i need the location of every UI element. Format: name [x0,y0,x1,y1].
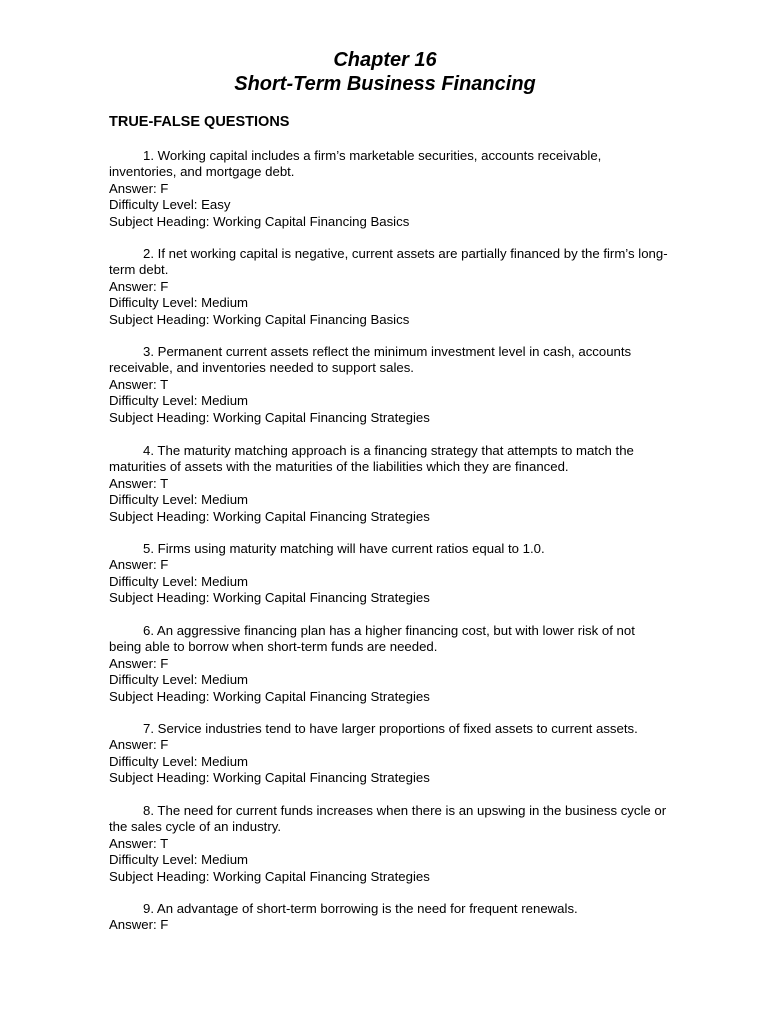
question-text: 3. Permanent current assets reflect the minimum investment level in cash, accounts receivable, and inventories needed to support sales. [109,344,632,376]
question-text: 8. The need for current funds increases when there is an upswing in the business cycle or the sales cycle of an industry. [109,803,667,835]
question-item [109,148,669,230]
subject-line: Subject Heading: Working Capital Financing Basics [109,311,410,327]
question-text: 4. The maturity matching approach is a financing strategy that attempts to match the maturities of assets with the maturities of the liabilities which they are financed. [109,443,634,475]
subject-line: Subject Heading: Working Capital Financing Strategies [109,409,430,425]
question-text: 1. Working capital includes a firm’s marketable securities, accounts receivable, inventories, and mortgage debt. [109,148,602,180]
chapter-title: Short-Term Business Financing [234,73,536,95]
question-item [109,623,669,705]
difficulty-line: Difficulty Level: Easy [109,197,231,213]
question-item [109,541,669,607]
difficulty-line: Difficulty Level: Medium [109,753,249,769]
question-item [109,443,669,525]
subject-line: Subject Heading: Working Capital Financing Strategies [109,688,430,704]
answer-line: Answer: F [109,180,169,196]
difficulty-line: Difficulty Level: Medium [109,573,249,589]
question-item [109,344,669,426]
answer-line: Answer: F [109,737,169,753]
difficulty-line: Difficulty Level: Medium [109,672,249,688]
question-text: 9. An advantage of short-term borrowing is the need for frequent renewals. [143,901,578,916]
question-item [109,246,669,328]
question-text: 5. Firms using maturity matching will have current ratios equal to 1.0. [143,541,545,556]
question-item [109,901,669,934]
question-text: 7. Service industries tend to have larger proportions of fixed assets to current assets. [143,721,638,736]
subject-line: Subject Heading: Working Capital Financing Strategies [109,508,430,524]
answer-line: Answer: T [109,835,169,851]
section-heading: TRUE-FALSE QUESTIONS [109,114,290,130]
subject-line: Subject Heading: Working Capital Financing Strategies [109,868,430,884]
difficulty-line: Difficulty Level: Medium [109,852,249,868]
subject-line: Subject Heading: Working Capital Financing Strategies [109,770,430,786]
answer-line: Answer: T [109,475,169,491]
answer-line: Answer: F [109,557,169,573]
answer-line: Answer: F [109,917,169,933]
question-text: 2. If net working capital is negative, current assets are partially financed by the firm’s long-term debt. [109,246,668,278]
answer-line: Answer: F [109,278,169,294]
difficulty-line: Difficulty Level: Medium [109,393,249,409]
subject-line: Subject Heading: Working Capital Financing Basics [109,213,410,229]
subject-line: Subject Heading: Working Capital Financing Strategies [109,590,430,606]
answer-line: Answer: F [109,655,169,671]
difficulty-line: Difficulty Level: Medium [109,295,249,311]
question-text: 6. An aggressive financing plan has a higher financing cost, but with lower risk of not being able to borrow when short-term funds are needed. [109,623,635,655]
question-item [109,721,669,787]
question-item [109,803,669,885]
chapter-number: Chapter 16 [333,49,437,71]
answer-line: Answer: T [109,376,169,392]
difficulty-line: Difficulty Level: Medium [109,492,249,508]
